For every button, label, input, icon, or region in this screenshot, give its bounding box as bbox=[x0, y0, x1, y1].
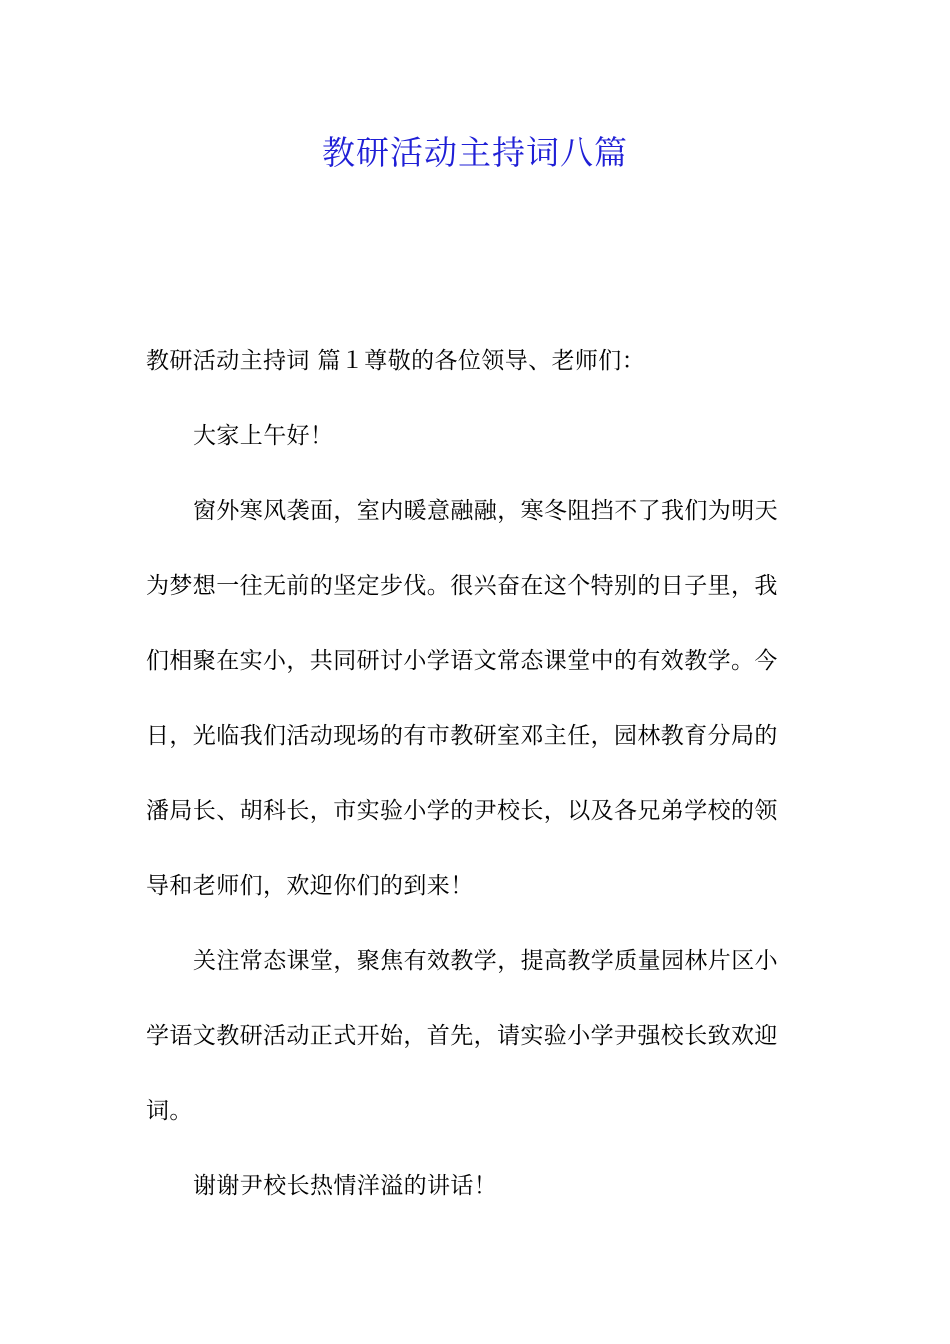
paragraph-line: 谢谢尹校长热情洋溢的讲话！ bbox=[193, 1173, 498, 1199]
paragraph-line: 词。 bbox=[146, 1098, 193, 1124]
paragraph-line: 关注常态课堂，聚焦有效教学，提高教学质量园林片区小 bbox=[193, 948, 778, 974]
paragraph-line: 为梦想一往无前的坚定步伐。很兴奋在这个特别的日子里，我 bbox=[146, 573, 778, 599]
paragraph-line: 日，光临我们活动现场的有市教研室邓主任，园林教育分局的 bbox=[146, 723, 778, 749]
paragraph-line: 学语文教研活动正式开始，首先，请实验小学尹强校长致欢迎 bbox=[146, 1023, 778, 1049]
paragraph-line: 窗外寒风袭面，室内暖意融融，寒冬阻挡不了我们为明天 bbox=[193, 498, 778, 524]
paragraph-line: 潘局长、胡科长，市实验小学的尹校长，以及各兄弟学校的领 bbox=[146, 798, 778, 824]
document-title: 教研活动主持词八篇 bbox=[322, 133, 628, 172]
paragraph-line: 大家上午好！ bbox=[193, 423, 334, 449]
paragraph-line: 导和老师们，欢迎你们的到来！ bbox=[146, 873, 474, 899]
paragraph-line: 们相聚在实小，共同研讨小学语文常态课堂中的有效教学。今 bbox=[146, 648, 778, 674]
paragraph-line: 教研活动主持词 篇１尊敬的各位领导、老师们： bbox=[146, 348, 646, 374]
